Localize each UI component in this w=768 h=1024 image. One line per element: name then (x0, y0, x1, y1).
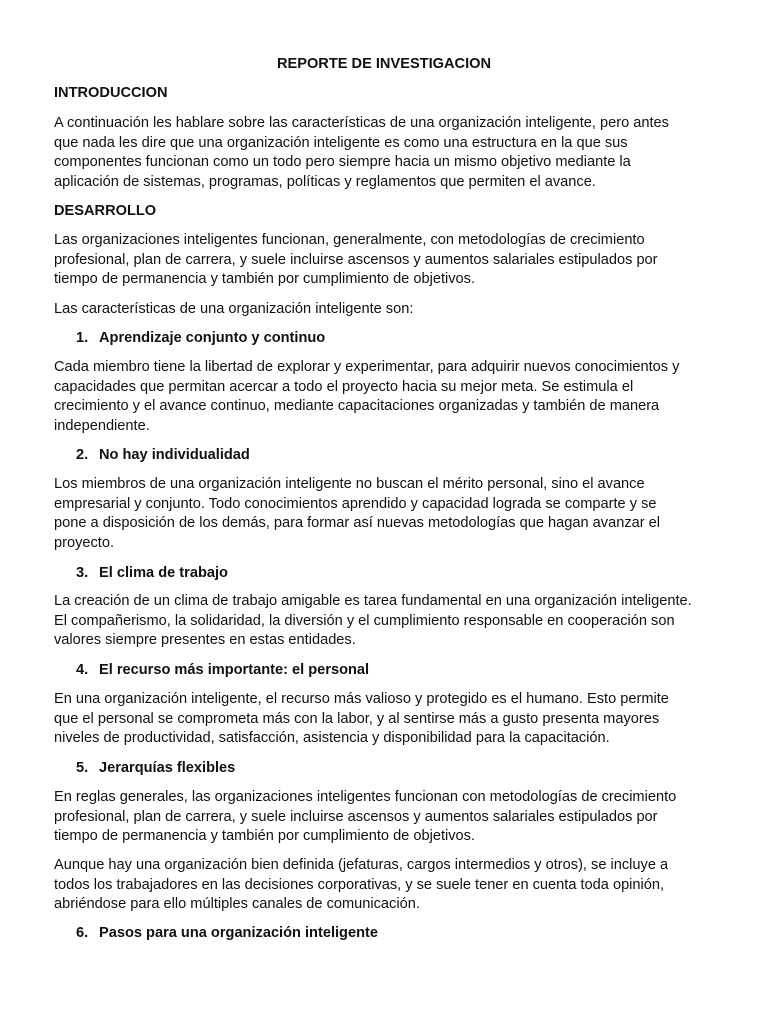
list-item-heading (76, 759, 235, 779)
list-item-paragraph (54, 475, 722, 553)
text-line: todos los trabajadores en las decisiones corporativas, y se suele tener en cuenta toda opinión, (54, 876, 665, 893)
text-line: La creación de un clima de trabajo amigable es tarea fundamental en una organización inteligente. (54, 593, 692, 609)
list-item-heading (76, 661, 369, 681)
text-line: independiente. (54, 417, 150, 434)
list-item-heading (76, 446, 250, 466)
text-line: El compañerismo, la solidaridad, la diversión y el cumplimiento responsable en cooperación son (54, 612, 675, 629)
list-item-number: 1. (76, 330, 89, 346)
text-line: aplicación de sistemas, programas, políticas y reglamentos que permiten el avance. (54, 173, 596, 190)
text-line: empresarial y conjunto. Todo conocimientos aprendido y capacidad lograda se comparte y se (54, 495, 657, 512)
development-paragraph (54, 231, 722, 290)
intro-heading: INTRODUCCION (54, 85, 168, 101)
text-line: valores siempre presentes en estas entidades. (54, 632, 356, 649)
text-line: tiempo de permanencia y también por cumplimiento de objetivos. (54, 828, 476, 845)
intro-paragraph (54, 114, 722, 192)
text-line: A continuación les hablare sobre las características de una organización inteligente, pero antes (54, 115, 669, 131)
development-paragraph (54, 300, 722, 320)
list-item-paragraph (54, 592, 722, 651)
list-item-paragraph (54, 358, 722, 436)
list-item-title: Aprendizaje conjunto y continuo (99, 330, 326, 346)
document-title: REPORTE DE INVESTIGACION (276, 56, 492, 72)
list-item-heading (76, 924, 378, 944)
list-item-title: Jerarquías flexibles (99, 760, 236, 776)
text-line: tiempo de permanencia y también por cumplimiento de objetivos. (54, 271, 476, 288)
text-line: proyecto. (54, 534, 115, 551)
list-item-title: El recurso más importante: el personal (99, 662, 370, 678)
list-item-paragraph (54, 788, 722, 847)
list-item-title: No hay individualidad (99, 447, 250, 463)
development-heading: DESARROLLO (54, 203, 157, 219)
text-line: Aunque hay una organización bien definida (jefaturas, cargos intermedios y otros), se incluye a (54, 857, 669, 873)
list-item-number: 5. (76, 760, 89, 776)
text-line: profesional, plan de carrera, y suele incluirse ascensos y aumentos salariales estipulados por (54, 808, 658, 825)
list-item-number: 4. (76, 662, 89, 678)
text-line: pone a disposición de los demás, para formar así nuevas metodologías que hagan avanzar el (54, 515, 661, 532)
list-item-title: Pasos para una organización inteligente (99, 925, 378, 941)
text-line: componentes funcionan como un todo pero siempre hacia un mismo objetivo mediante la (54, 154, 631, 171)
text-line: niveles de productividad, satisfacción, asistencia y disponibilidad para la capacitación. (54, 730, 610, 747)
list-item-paragraph (54, 690, 722, 749)
list-item-title: El clima de trabajo (99, 565, 228, 581)
text-line: En reglas generales, las organizaciones inteligentes funcionan con metodologías de crecimiento (54, 789, 677, 805)
text-line: abriéndose para ello múltiples canales de comunicación. (54, 896, 420, 913)
list-item-heading (76, 329, 325, 349)
list-item-paragraph (54, 856, 722, 915)
text-line: Cada miembro tiene la libertad de explorar y experimentar, para adquirir nuevos conocimientos y (54, 359, 680, 375)
text-line: Los miembros de una organización inteligente no buscan el mérito personal, sino el avance (54, 476, 645, 492)
text-line: profesional, plan de carrera, y suele incluirse ascensos y aumentos salariales estipulados por (54, 251, 658, 268)
text-line: Las organizaciones inteligentes funcionan, generalmente, con metodologías de crecimiento (54, 232, 645, 248)
text-line: capacidades que permitan acercar a todo el proyecto hacia su mejor meta. Se estimula el (54, 378, 634, 395)
list-item-heading (76, 564, 228, 584)
list-item-number: 6. (76, 925, 89, 941)
text-line: crecimiento y el avance continuo, mediante capacitaciones organizadas y también de manera (54, 398, 660, 415)
list-item-number: 2. (76, 447, 89, 463)
text-line: En una organización inteligente, el recurso más valioso y protegido es el humano. Esto permite (54, 691, 669, 707)
list-item-number: 3. (76, 565, 89, 581)
text-line: que nada les dire que una organización inteligente es como una estructura en la que sus (54, 134, 628, 151)
text-line: que el personal se comprometa más con la labor, y al sentirse más a gusto presenta mayores (54, 710, 660, 727)
text-line: Las características de una organización inteligente son: (54, 301, 414, 317)
